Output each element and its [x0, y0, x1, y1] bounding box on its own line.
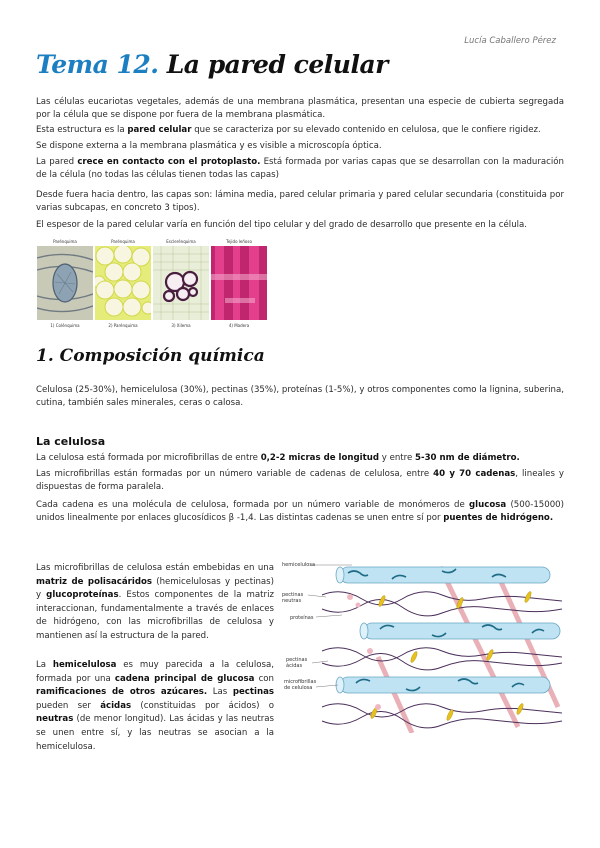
text-span: Cada cadena es una molécula de celulosa, formada por un número variable de monómeros de — [36, 500, 470, 510]
intro-paragraph-5: Desde fuera hacia dentro, las capas son: lámina media, pared celular primaria y pared celular secundaria (constituida por varias subcapas, en concreto 3 tipos). — [36, 190, 564, 214]
cell-wall-diagram — [282, 557, 564, 733]
text-span: Las microfibrillas están formadas por un número variable de cadenas de celulosa, entre — [36, 469, 434, 479]
intro-paragraph-2 — [36, 124, 564, 137]
micrograph-caption: Esclerénquima — [166, 239, 196, 244]
micrograph-label: 3) Xilema — [171, 323, 191, 328]
bold-term: neutras — [36, 714, 74, 725]
micrograph-caption: Parénquima — [53, 239, 77, 244]
label-proteinas: proteínas — [290, 615, 314, 621]
intro-paragraph-1: Las células eucariotas vegetales, además de una membrana plasmática, presentan una especie de cubierta segregada por la célula que se dispone por fuera de la membrana plasmática. — [36, 97, 564, 121]
title-text: La pared celular — [166, 50, 388, 79]
celulosa-paragraph-3 — [36, 499, 564, 526]
text-span: La celulosa está formada por microfibrillas de entre — [36, 453, 261, 463]
text-span: (de menor longitud). Las ácidas y las neutras se unen entre sí, y las neutras se asocian a la hemicelulosa. — [36, 714, 274, 752]
micrograph-caption: Tejido leñoso — [226, 239, 252, 244]
matrix-paragraph — [36, 562, 274, 644]
bold-term: cadena principal de glucosa — [114, 673, 255, 684]
bold-term: pared celular — [127, 125, 192, 135]
text-span: Está formada por varias capas que se desarrollan con la maduración de la célula (no todas las células tienen todas las capas) — [36, 157, 564, 181]
celulosa-paragraph-1 — [36, 452, 564, 465]
label-pectinas-neutras: pectinas neutras — [282, 592, 304, 604]
text-span: que se caracteriza por su elevado contenido en celulosa, que le confiere rigidez. — [191, 125, 541, 135]
bold-term: ramificaciones de otros azúcares. — [36, 687, 208, 698]
text-span: La — [36, 660, 53, 670]
text-span: . Estos componentes de la matriz interaccionan, fundamentalmente a través de enlaces de hidrógeno, con las microfibrillas de celulosa y mantienen así la estructura de la pared. — [36, 590, 274, 641]
text-span: Las — [207, 687, 233, 698]
text-span: (500-15000) unidos linealmente por enlaces glucosídicos β -1,4. Las distintas cadenas se unen entre sí por — [36, 500, 565, 524]
intro-paragraph-4 — [36, 156, 564, 183]
bold-term: matriz de polisacáridos — [36, 576, 153, 587]
text-span: Las microfibrillas de celulosa están embebidas en una — [36, 563, 274, 573]
composition-paragraph: Celulosa (25-30%), hemicelulosa (30%), pectinas (35%), proteínas (1-5%), y otros componentes como la lignina, suberina, cutina, también sales minerales, ceras o calosa. — [36, 385, 564, 409]
text-span: y entre — [379, 453, 416, 463]
bold-term: 0,2-2 micras de longitud — [260, 453, 380, 463]
intro-paragraph-6: El espesor de la pared celular varía en función del tipo celular y del grado de desarrollo que presente en la célula. — [36, 220, 528, 230]
micrograph-label: 1) Colénquima — [50, 323, 80, 328]
bold-term: 40 y 70 cadenas — [433, 469, 516, 479]
text-span: con — [254, 673, 275, 684]
subsection-heading-celulosa: La celulosa — [36, 435, 106, 448]
bold-term: glucoproteínas — [46, 590, 119, 601]
author-name: Lucía Caballero Pérez — [464, 36, 556, 46]
text-span: Esta estructura es la — [36, 125, 128, 135]
bold-term: hemicelulosa — [52, 660, 117, 670]
label-pectinas-acidas: pectinas ácidas — [286, 657, 308, 669]
micrograph-wood-image — [211, 246, 267, 320]
text-span: , lineales y dispuestas de forma paralela. — [36, 469, 564, 493]
text-span: La pared — [36, 157, 78, 167]
micrograph-xylem-image — [153, 246, 209, 320]
bold-term: ácidas — [100, 700, 132, 711]
text-span: pueden ser — [36, 700, 101, 711]
micrograph-label: 2) Parénquima — [108, 323, 138, 328]
text-span: (hemicelulosas y pectinas) y — [36, 576, 274, 601]
text-span: es muy parecida a la celulosa, formada por una — [36, 660, 274, 684]
micrograph-label: 4) Madera — [228, 323, 250, 328]
label-hemicelulosa: hemicelulosa — [282, 562, 316, 568]
hemicelulosa-paragraph — [36, 659, 274, 754]
text-span: (constituidas por ácidos) o — [131, 700, 274, 711]
bold-term: glucosa — [469, 500, 507, 510]
section-heading-composition: 1. Composición química — [36, 346, 265, 366]
microfibril-1 — [336, 567, 550, 583]
label-microfibrillas: microfibrillas de celulosa — [284, 679, 317, 691]
pectin-chains — [322, 592, 562, 728]
micrograph-caption: Parénquima — [111, 239, 135, 244]
title-number: Tema 12. — [36, 50, 159, 79]
celulosa-paragraph-2 — [36, 468, 564, 495]
bold-term: 5-30 nm de diámetro. — [415, 453, 520, 463]
bold-term: crece en contacto con el protoplasto. — [77, 157, 261, 167]
micrograph-collenchyma-image — [37, 246, 93, 320]
bold-term: pectinas — [232, 687, 274, 698]
intro-paragraph-3: Se dispone externa a la membrana plasmática y es visible a microscopía óptica. — [36, 141, 382, 151]
micrograph-parenchyma-image — [95, 246, 151, 320]
bold-term: puentes de hidrógeno. — [443, 513, 554, 524]
page-title — [36, 50, 388, 79]
